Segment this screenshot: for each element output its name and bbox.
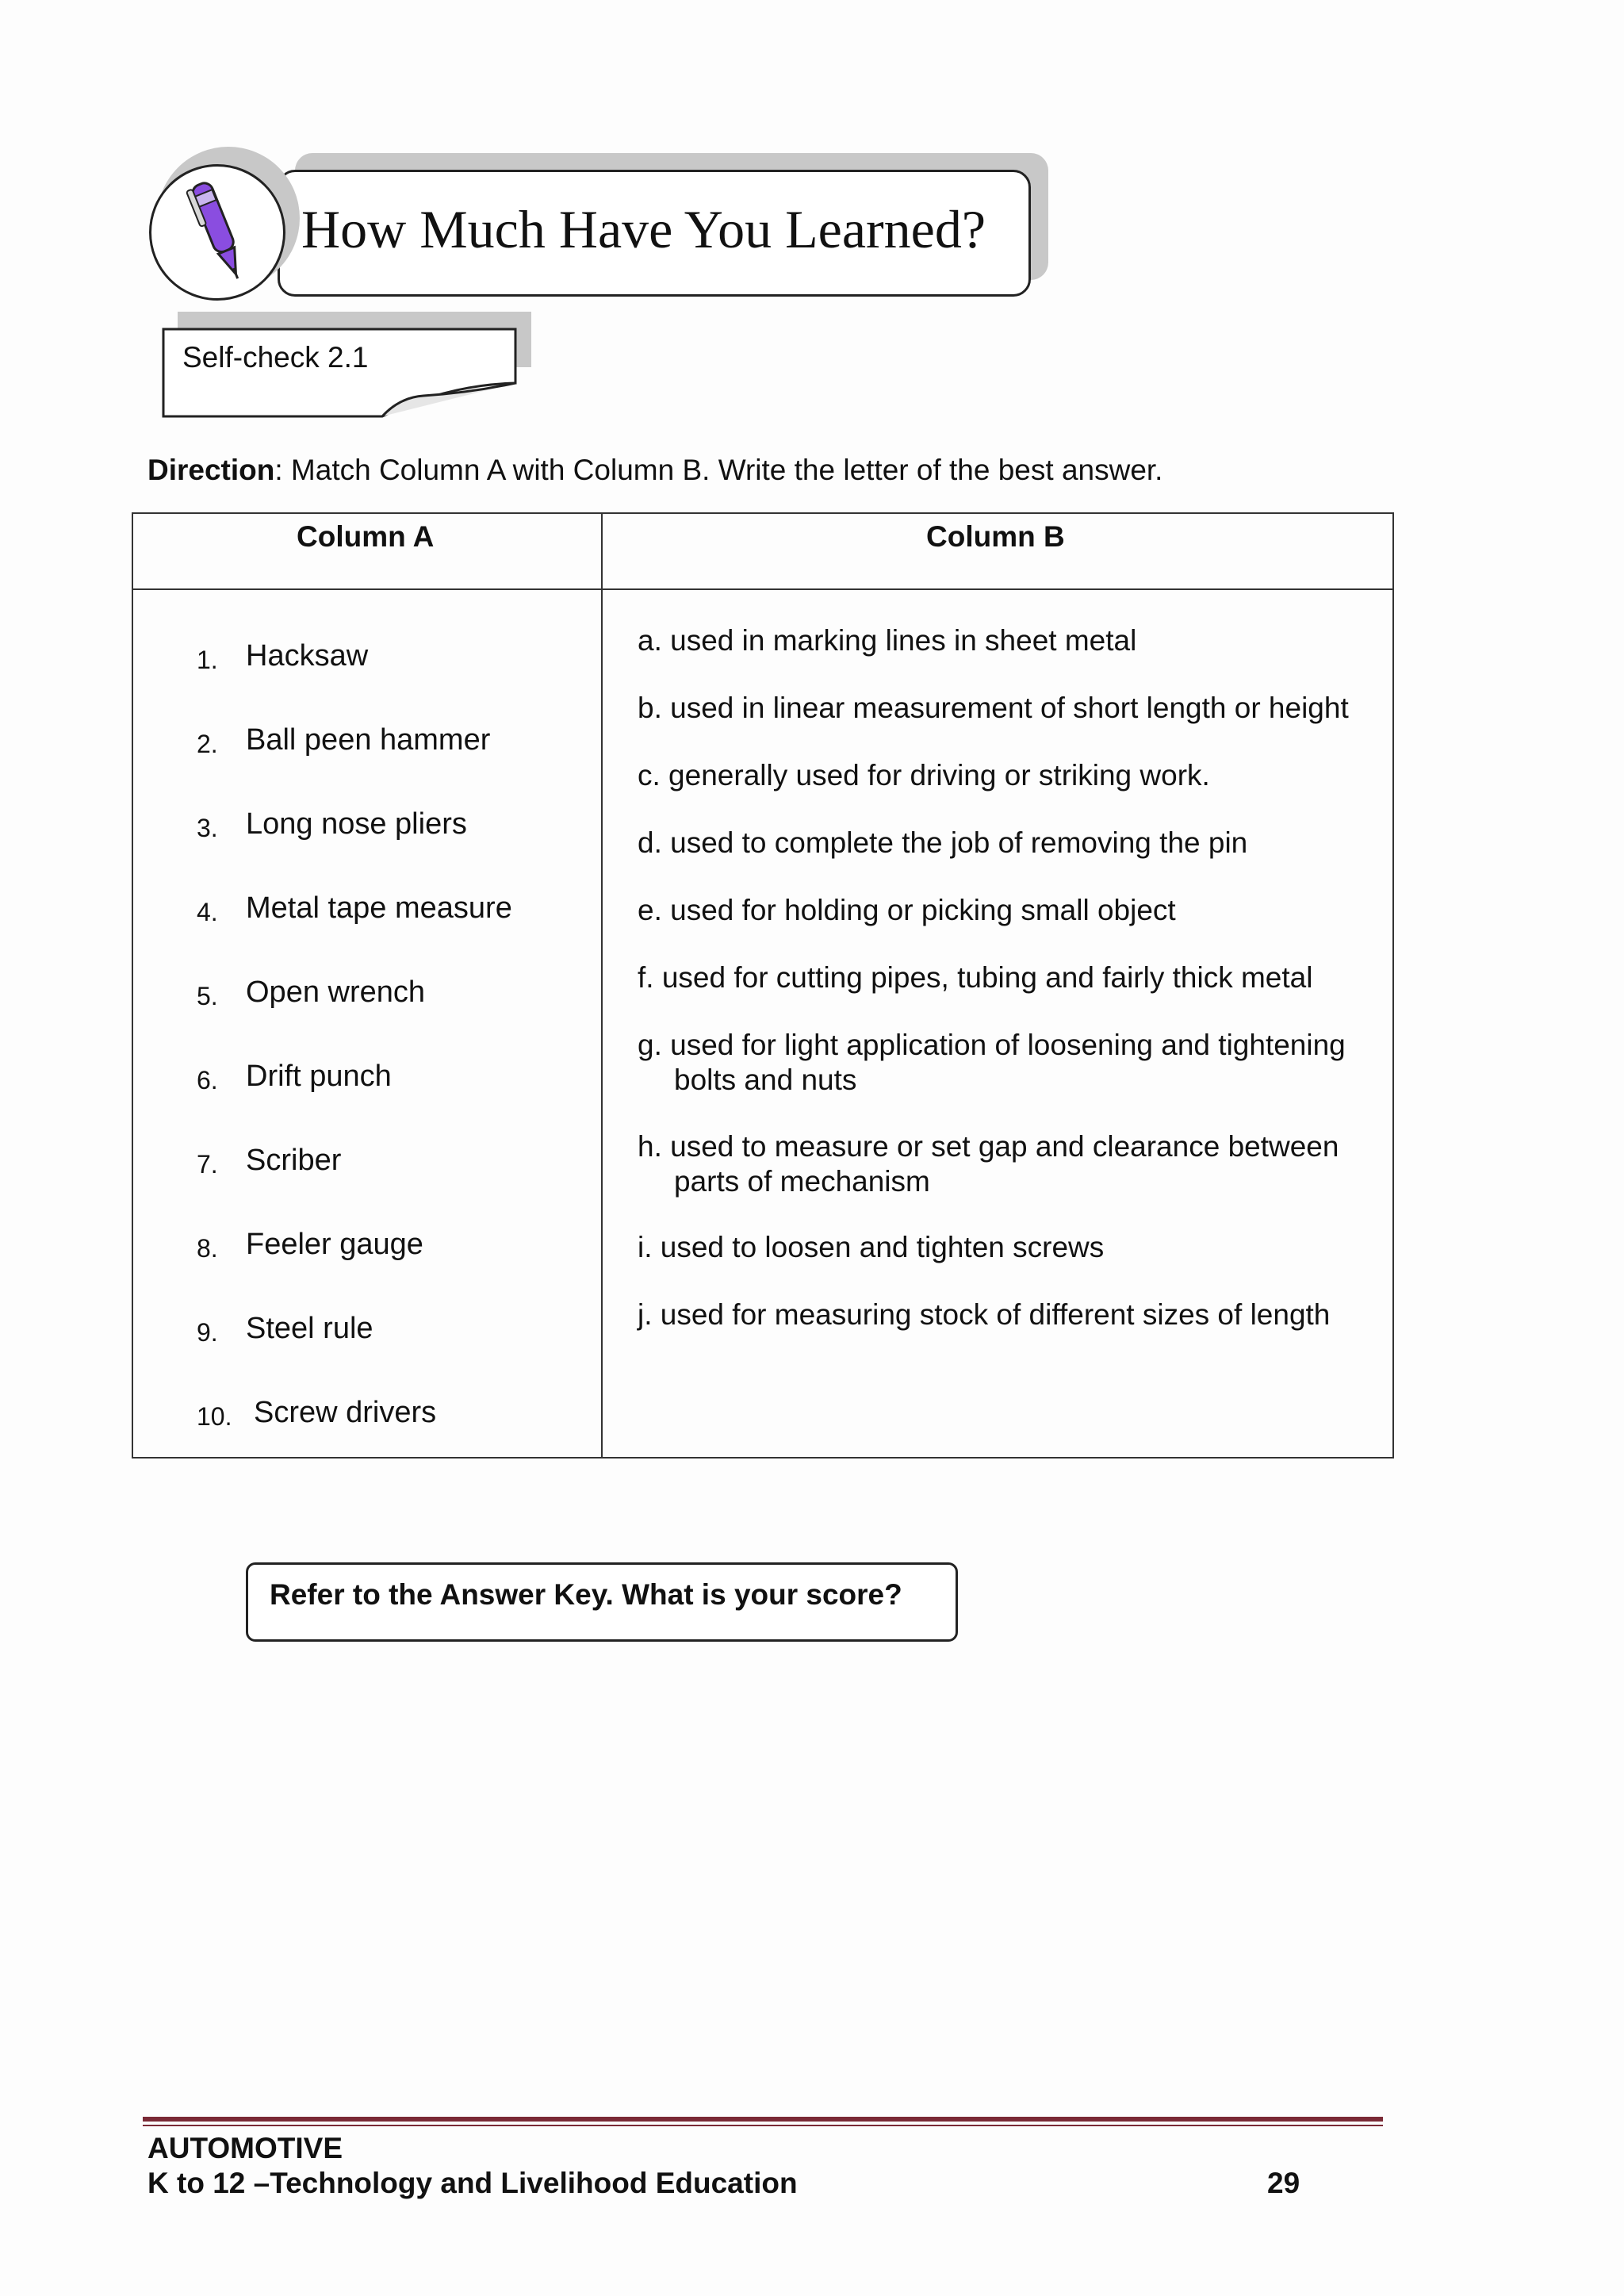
column-b-text: e. used for holding or picking small object bbox=[638, 894, 1176, 926]
column-b-item bbox=[638, 1297, 1624, 1332]
column-a-item: Screw drivers bbox=[254, 1396, 437, 1429]
direction-label: Direction bbox=[147, 454, 275, 486]
pen-icon bbox=[159, 167, 278, 293]
page-number: 29 bbox=[1267, 2167, 1300, 2199]
column-a-item: Drift punch bbox=[246, 1060, 392, 1093]
column-b-header: Column B bbox=[926, 520, 1065, 553]
column-a-item: Feeler gauge bbox=[246, 1228, 423, 1261]
column-a-number: 3. bbox=[197, 814, 218, 842]
column-a-number: 10. bbox=[197, 1402, 232, 1431]
column-b-item bbox=[638, 826, 1624, 861]
column-b-text: g. used for light application of loosening and tightening bbox=[638, 1029, 1346, 1061]
column-a-item: Ball peen hammer bbox=[246, 723, 491, 757]
column-a-number: 5. bbox=[197, 982, 218, 1010]
header-divider bbox=[132, 588, 1394, 590]
self-check-title: Self-check 2.1 bbox=[182, 341, 369, 374]
column-a-number: 2. bbox=[197, 730, 218, 758]
column-a-number: 9. bbox=[197, 1318, 218, 1347]
column-a-number: 8. bbox=[197, 1234, 218, 1263]
column-a-item: Long nose pliers bbox=[246, 807, 467, 841]
column-a-number: 7. bbox=[197, 1150, 218, 1179]
column-b-item bbox=[638, 893, 1624, 928]
page-title: How Much Have You Learned? bbox=[301, 199, 986, 259]
column-a-header: Column A bbox=[297, 520, 435, 553]
column-b-text: h. used to measure or set gap and clearance between bbox=[638, 1130, 1339, 1163]
column-b-item bbox=[638, 691, 1624, 726]
direction-body: : Match Column A with Column B. Write the letter of the best answer. bbox=[274, 454, 1163, 486]
footer-course: K to 12 –Technology and Livelihood Education bbox=[147, 2167, 798, 2199]
column-a-item: Hacksaw bbox=[246, 639, 369, 673]
column-b-text-cont: bolts and nuts bbox=[674, 1064, 857, 1096]
footer-rule-thin bbox=[143, 2125, 1383, 2126]
column-b-item bbox=[638, 1129, 1624, 1199]
footer-subject: AUTOMOTIVE bbox=[147, 2132, 343, 2164]
column-b-item bbox=[638, 1028, 1624, 1098]
column-a-number: 1. bbox=[197, 646, 218, 674]
column-b-text: i. used to loosen and tighten screws bbox=[638, 1231, 1105, 1263]
column-b-text: f. used for cutting pipes, tubing and fairly thick metal bbox=[638, 961, 1313, 994]
column-a-item: Open wrench bbox=[246, 976, 426, 1009]
column-a-number: 4. bbox=[197, 898, 218, 926]
column-b-item bbox=[638, 623, 1624, 658]
column-b-text: b. used in linear measurement of short length or height bbox=[638, 692, 1349, 724]
column-b-item bbox=[638, 960, 1624, 995]
answer-key-prompt: Refer to the Answer Key. What is your score? bbox=[270, 1578, 902, 1611]
column-a-number: 6. bbox=[197, 1066, 218, 1094]
column-b-item bbox=[638, 1230, 1624, 1265]
column-a-item: Metal tape measure bbox=[246, 891, 512, 925]
column-b-item bbox=[638, 758, 1624, 793]
column-b-text-cont: parts of mechanism bbox=[674, 1165, 930, 1198]
column-divider bbox=[601, 512, 603, 1458]
column-b-text: c. generally used for driving or striking work. bbox=[638, 759, 1210, 792]
column-b-text: a. used in marking lines in sheet metal bbox=[638, 624, 1137, 657]
column-b-text: j. used for measuring stock of different sizes of length bbox=[638, 1298, 1331, 1331]
column-b-text: d. used to complete the job of removing the pin bbox=[638, 826, 1248, 859]
direction-text bbox=[147, 454, 1162, 487]
column-a-item: Scriber bbox=[246, 1144, 342, 1177]
column-a-item: Steel rule bbox=[246, 1312, 373, 1345]
footer-rule bbox=[143, 2117, 1383, 2122]
